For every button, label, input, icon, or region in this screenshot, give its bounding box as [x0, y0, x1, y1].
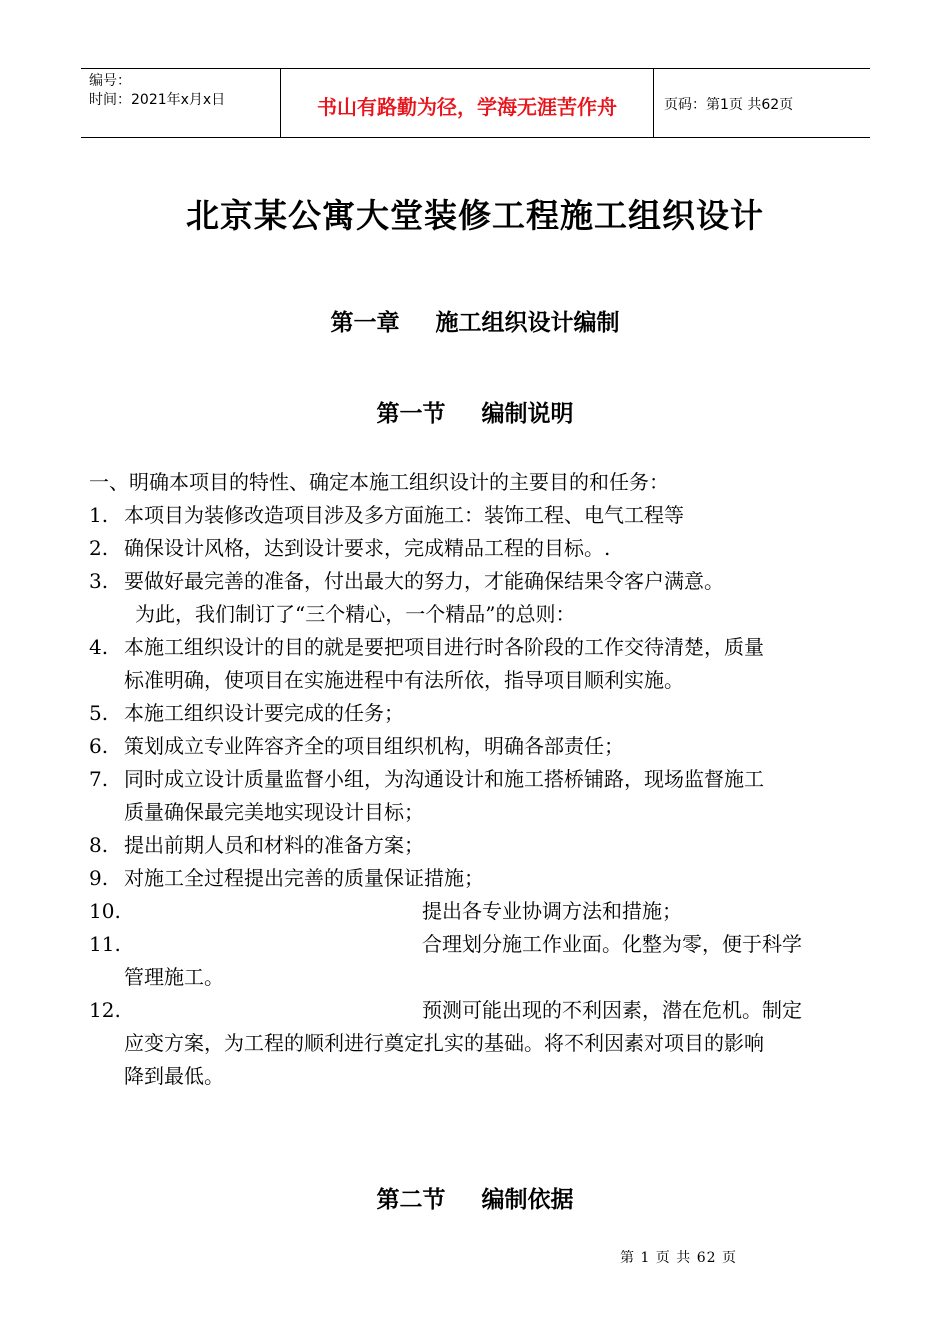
list-item — [89, 697, 865, 730]
chapter-label: 第一章 — [330, 309, 400, 336]
header-motto: 书山有路勤为径，学海无涯苦作舟 — [281, 69, 654, 137]
list-item-number: 10. — [89, 899, 121, 923]
chapter-heading — [0, 304, 950, 337]
header-number-label: 编号： — [89, 73, 131, 89]
list-item-text: 提出前期人员和材料的准备方案； — [124, 833, 424, 857]
list-item-continuation: 质量确保最完美地实现设计目标； — [124, 800, 424, 824]
list-item — [89, 862, 865, 895]
list-item-text: 对施工全过程提出完善的质量保证措施； — [124, 866, 484, 890]
list-item — [89, 994, 865, 1027]
page-header — [81, 68, 870, 138]
header-meta — [81, 69, 281, 137]
list-item-continuation: 管理施工。 — [124, 965, 224, 989]
list-item-text: 本施工组织设计要完成的任务； — [124, 701, 404, 725]
intro-paragraph: 一、明确本项目的特性、确定本施工组织设计的主要目的和任务： — [89, 470, 669, 494]
header-time-label: 时间：2021年x月x日 — [89, 92, 226, 108]
section-heading-1 — [0, 395, 950, 428]
list-item-continuation: 标准明确，使项目在实施进程中有法所依，指导项目顺利实施。 — [124, 668, 684, 692]
header-page-info: 页码：第1页 共62页 — [664, 97, 794, 113]
list-item-number: 4. — [89, 635, 109, 659]
list-item-number: 11. — [89, 932, 121, 956]
document-body — [89, 466, 865, 1093]
list-item — [89, 532, 865, 565]
list-item — [89, 895, 865, 928]
list-item-number: 2. — [89, 536, 109, 560]
list-item-text: 确保设计风格，达到设计要求，完成精品工程的目标。. — [124, 536, 611, 560]
list-item-text: 本施工组织设计的目的就是要把项目进行时各阶段的工作交待清楚，质量 — [124, 635, 764, 659]
section-label: 第二节 — [376, 1186, 446, 1213]
document-title: 北京某公寓大堂装修工程施工组织设计 — [186, 196, 764, 235]
list-item-number: 8. — [89, 833, 109, 857]
chapter-title: 施工组织设计编制 — [435, 309, 620, 336]
list-item — [89, 730, 865, 763]
list-item-number: 9. — [89, 866, 109, 890]
list-item-number: 7. — [89, 767, 109, 791]
section-title: 编制说明 — [481, 400, 574, 427]
list-item-number: 12. — [89, 998, 121, 1022]
list-item-continuation: 应变方案，为工程的顺利进行奠定扎实的基础。将不利因素对项目的影响 — [124, 1031, 764, 1055]
list-item — [89, 631, 865, 664]
list-item-number: 1. — [89, 503, 109, 527]
list-item — [89, 565, 865, 598]
list-item — [89, 499, 865, 532]
list-item-number: 6. — [89, 734, 109, 758]
list-item — [89, 928, 865, 961]
list-item-text: 策划成立专业阵容齐全的项目组织机构，明确各部责任； — [124, 734, 624, 758]
list-item — [89, 763, 865, 796]
section-label: 第一节 — [376, 400, 446, 427]
list-item-text: 同时成立设计质量监督小组，为沟通设计和施工搭桥铺路，现场监督施工 — [124, 767, 764, 791]
list-item-text: 要做好最完善的准备，付出最大的努力，才能确保结果令客户满意。 — [124, 569, 724, 593]
list-item-text: 本项目为装修改造项目涉及多方面施工：装饰工程、电气工程等 — [124, 503, 684, 527]
list-item-text: 提出各专业协调方法和措施； — [422, 899, 682, 923]
list-item-number: 5. — [89, 701, 109, 725]
section-heading-2 — [0, 1181, 950, 1214]
page-footer: 第 1 页 共 62 页 — [620, 1250, 737, 1266]
list-item-text: 合理划分施工作业面。化整为零，便于科学 — [422, 932, 802, 956]
list-item-text: 预测可能出现的不利因素，潜在危机。制定 — [422, 998, 802, 1022]
list-item-continuation: 降到最低。 — [124, 1064, 224, 1088]
list-item-number: 3. — [89, 569, 109, 593]
section-title: 编制依据 — [481, 1186, 574, 1213]
indented-paragraph: 为此，我们制订了“三个精心，一个精品”的总则： — [135, 602, 576, 626]
list-item — [89, 829, 865, 862]
